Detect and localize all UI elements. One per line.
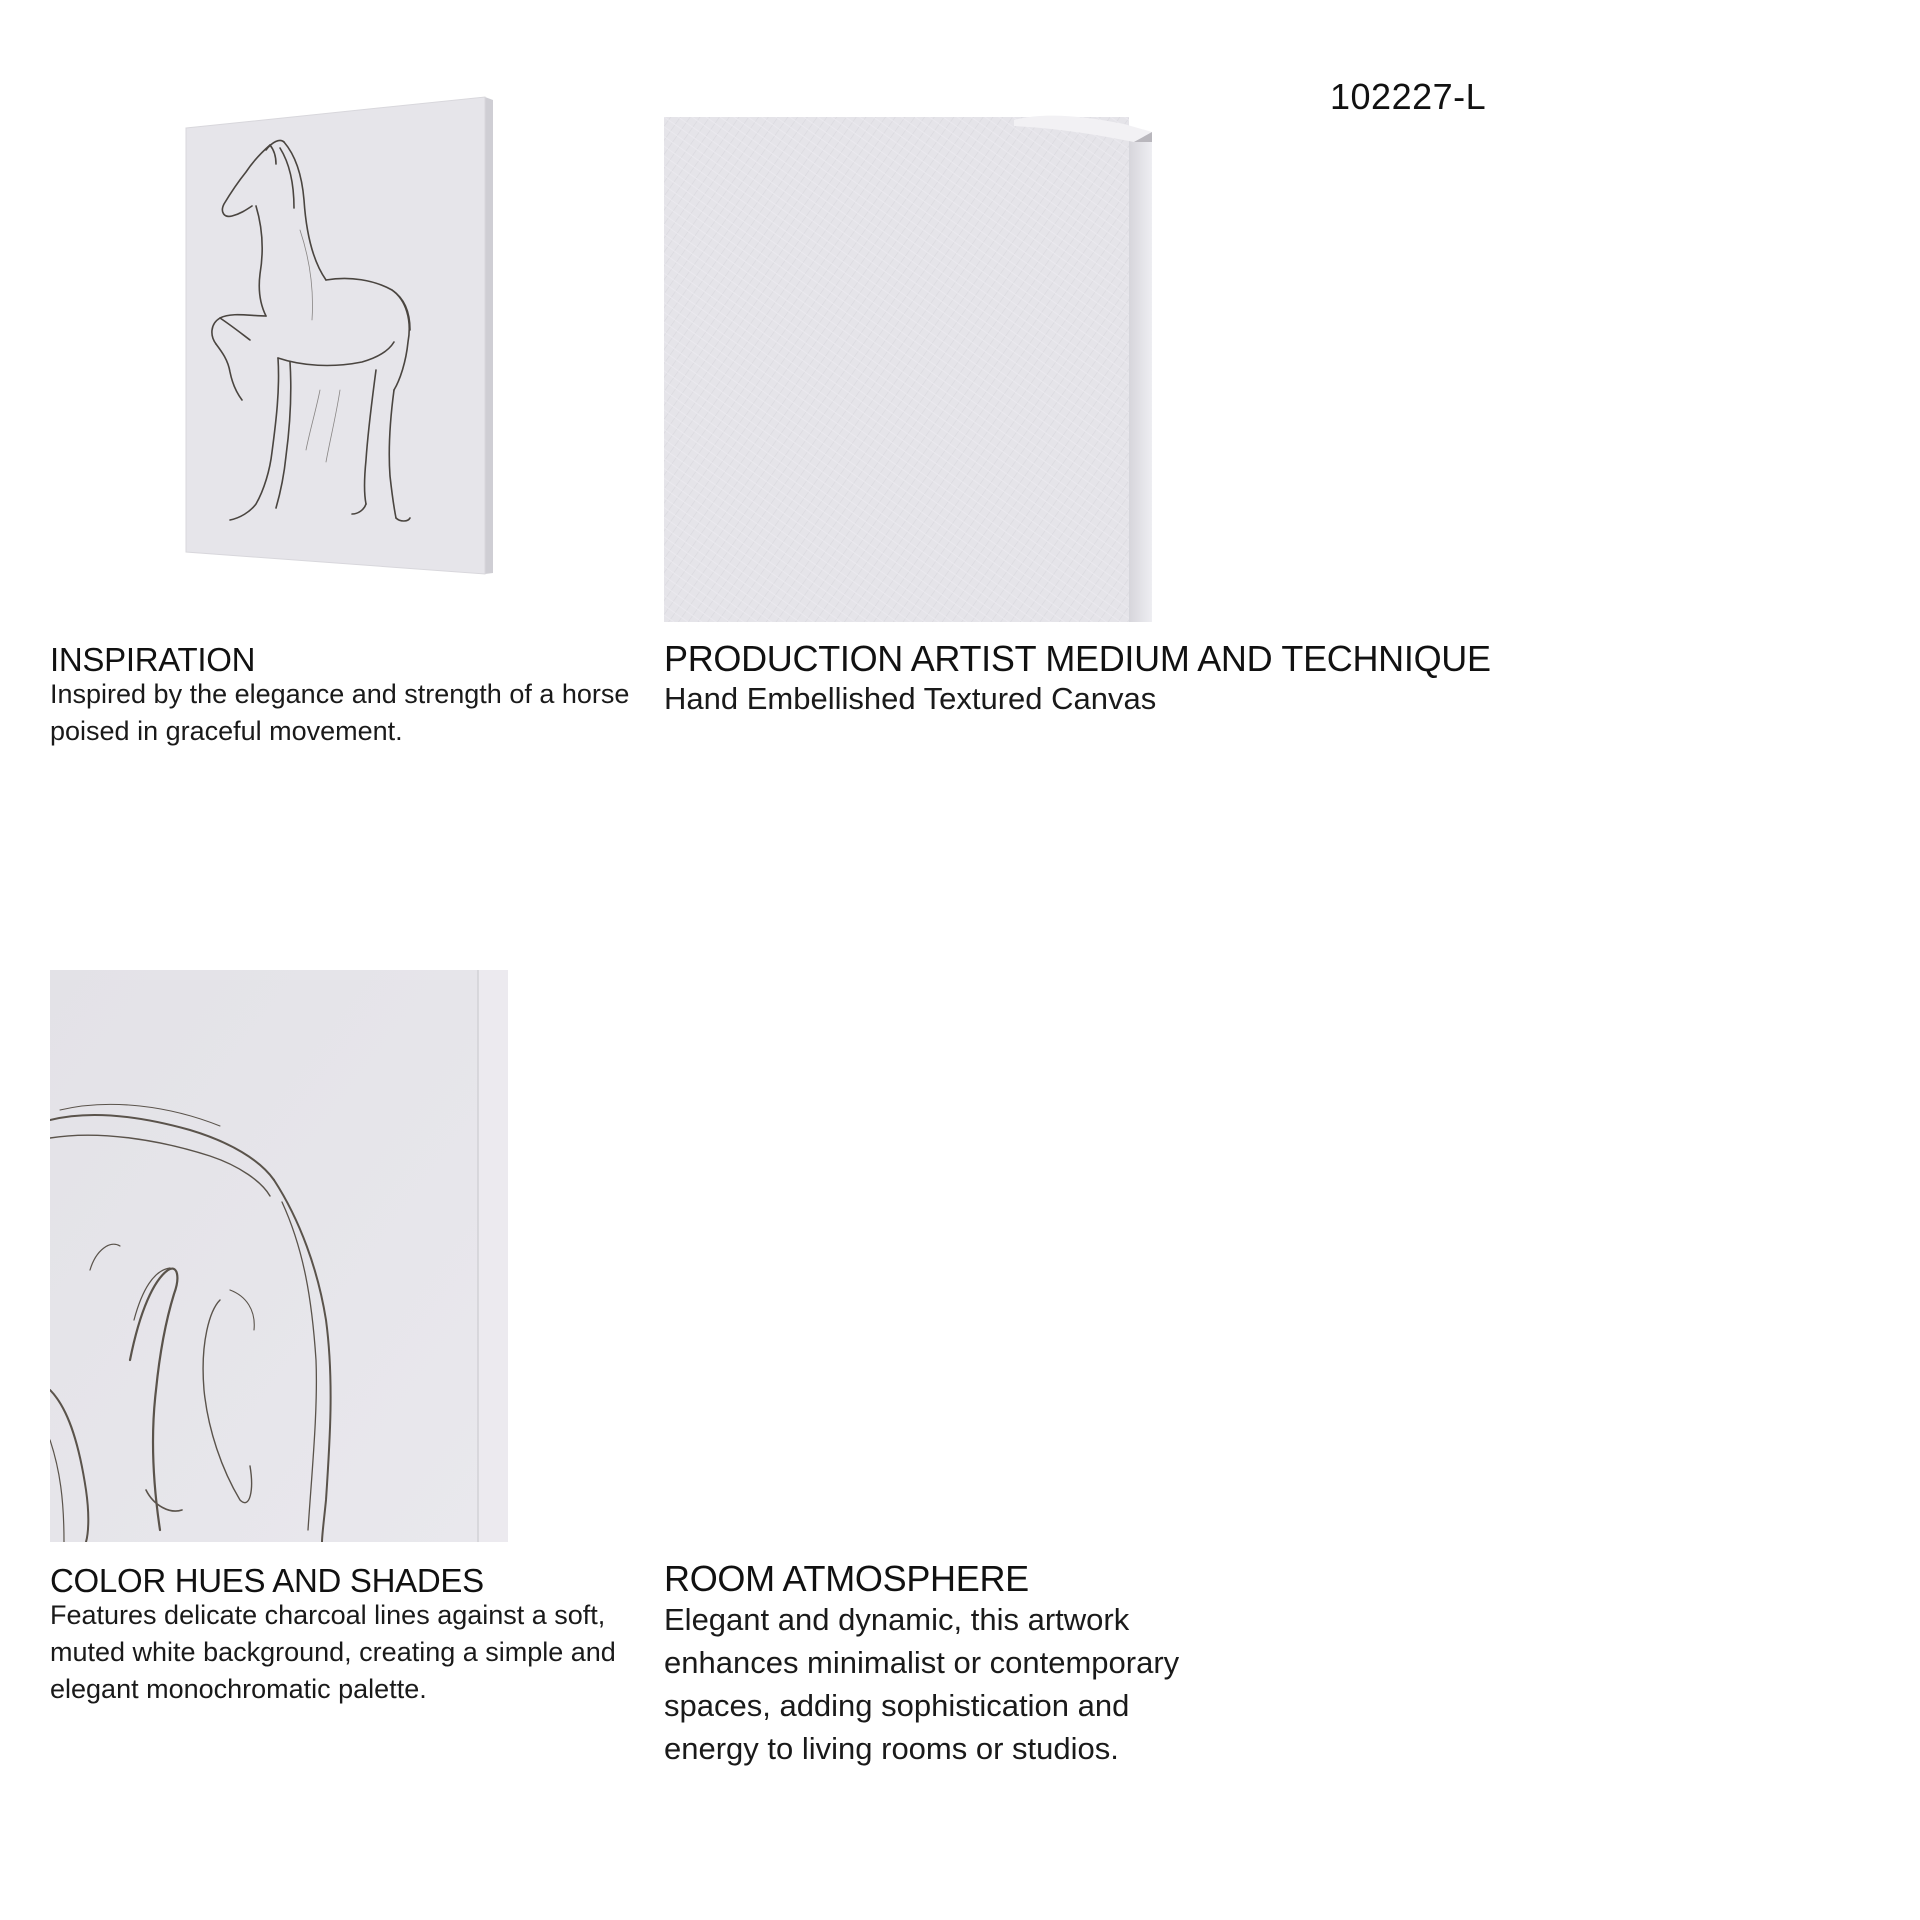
inspiration-text: Inspired by the elegance and strength of a horse poised in graceful movement. <box>50 679 630 746</box>
canvas-texture-closeup-image <box>664 112 1184 622</box>
production-text: Hand Embellished Textured Canvas <box>664 681 1157 716</box>
color-text: Features delicate charcoal lines against a soft, muted white background, creating a simple and elegant monochromatic palette. <box>50 1600 616 1704</box>
product-sku: 102227-L <box>1330 76 1487 117</box>
canvas-full-view-image <box>180 90 500 580</box>
production-heading: PRODUCTION ARTIST MEDIUM AND TECHNIQUE <box>664 638 1491 679</box>
color-heading: COLOR HUES AND SHADES <box>50 1562 484 1599</box>
inspiration-heading: INSPIRATION <box>50 641 256 678</box>
room-atmosphere-heading: ROOM ATMOSPHERE <box>664 1558 1029 1599</box>
room-atmosphere-text: Elegant and dynamic, this artwork enhances minimalist or contemporary spaces, adding sophistication and energy to living rooms or studios. <box>664 1602 1180 1766</box>
sketch-detail-closeup-image <box>50 970 510 1542</box>
